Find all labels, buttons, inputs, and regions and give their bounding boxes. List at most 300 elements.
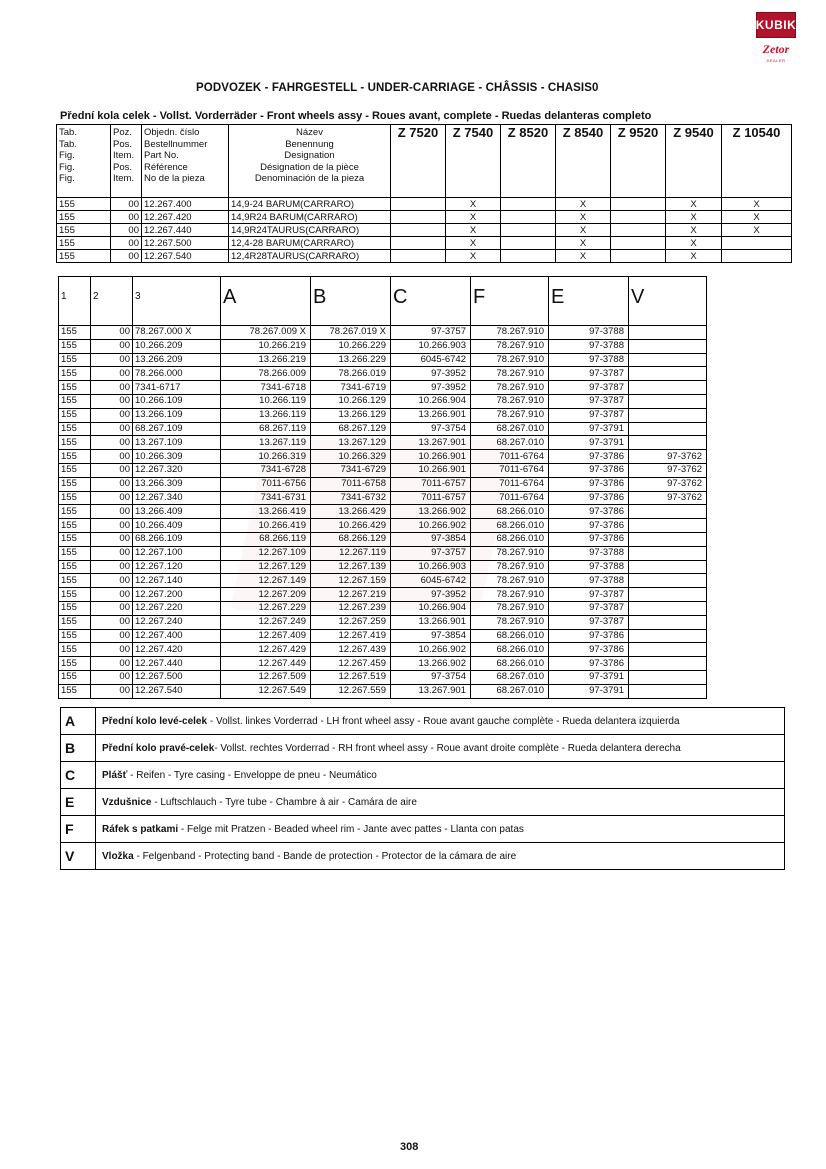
table-cell: 97-3787 <box>549 615 629 629</box>
table-row <box>57 250 792 263</box>
header-col: C <box>391 277 471 326</box>
cell-model-mark: X <box>556 224 611 237</box>
table-cell: 68.266.129 <box>311 532 391 546</box>
table-cell: 12.267.409 <box>221 629 311 643</box>
table-cell: 97-3854 <box>391 532 471 546</box>
table-cell: 13.266.109 <box>133 408 221 422</box>
table-cell: 155 <box>59 560 91 574</box>
table-cell: 13.266.902 <box>391 505 471 519</box>
table-cell: 10.266.129 <box>311 394 391 408</box>
table-row <box>59 339 707 353</box>
legend-translations: - Reifen - Tyre casing - Enveloppe de pneu - Neumático <box>127 769 377 781</box>
table-cell: 155 <box>59 519 91 533</box>
table-cell: 155 <box>59 491 91 505</box>
table-cell: 7011-6764 <box>471 463 549 477</box>
table-row <box>59 684 707 698</box>
table-cell: 10.266.902 <box>391 643 471 657</box>
table-cell: 12.267.219 <box>311 588 391 602</box>
table-cell: 7341-6731 <box>221 491 311 505</box>
table-row <box>59 588 707 602</box>
table-cell: 10.266.902 <box>391 519 471 533</box>
table-cell: 97-3787 <box>549 381 629 395</box>
table-cell: 13.266.419 <box>221 505 311 519</box>
table-cell: 78.267.910 <box>471 381 549 395</box>
table-cell <box>629 505 707 519</box>
table-cell: 97-3788 <box>549 574 629 588</box>
table-cell: 155 <box>59 381 91 395</box>
cell-model-mark <box>722 237 792 250</box>
table-cell: 155 <box>59 684 91 698</box>
table-cell: 97-3791 <box>549 670 629 684</box>
page-title: PODVOZEK - FAHRGESTELL - UNDER-CARRIAGE - CHÂSSIS - CHASIS0 <box>196 82 599 94</box>
legend-description <box>96 816 785 843</box>
table-cell: 97-3788 <box>549 353 629 367</box>
legend-translations: - Felge mit Pratzen - Beaded wheel rim - Jante avec pattes - Llanta con patas <box>178 823 524 835</box>
table-cell <box>629 367 707 381</box>
table-cell: 97-3786 <box>549 505 629 519</box>
table-row <box>59 615 707 629</box>
table-cell: 78.267.910 <box>471 394 549 408</box>
table-cell: 13.267.129 <box>311 436 391 450</box>
header-col: V <box>629 277 707 326</box>
table-cell <box>629 546 707 560</box>
table-cell: 12.267.109 <box>221 546 311 560</box>
table-cell: 7341-6732 <box>311 491 391 505</box>
table-cell: 97-3791 <box>549 422 629 436</box>
table-cell: 7341-6728 <box>221 463 311 477</box>
table-cell: 68.266.010 <box>471 532 549 546</box>
table-cell: 10.266.409 <box>133 519 221 533</box>
table-cell: 155 <box>59 532 91 546</box>
table-cell: 12.267.420 <box>133 643 221 657</box>
table-cell: 78.267.910 <box>471 326 549 340</box>
table-cell: 97-3952 <box>391 381 471 395</box>
table-cell <box>629 615 707 629</box>
table-cell <box>629 574 707 588</box>
legend-description <box>96 789 785 816</box>
table-cell: 68.267.010 <box>471 670 549 684</box>
header-line: Désignation de la pièce <box>260 161 359 173</box>
table-cell: 97-3952 <box>391 588 471 602</box>
legend-row <box>61 789 785 816</box>
header-line: Item. <box>113 150 135 161</box>
table-cell: 97-3786 <box>549 450 629 464</box>
table-cell: 68.266.010 <box>471 629 549 643</box>
cell-model-mark: X <box>666 198 722 211</box>
table-cell: 97-3762 <box>629 463 707 477</box>
table-cell: 12.267.229 <box>221 601 311 615</box>
table-cell: 00 <box>91 394 133 408</box>
header-col: 1 <box>59 277 91 326</box>
table-cell: 12.267.429 <box>221 643 311 657</box>
kubik-zetor-logo <box>756 12 796 74</box>
table-cell: 00 <box>91 684 133 698</box>
table-row <box>57 198 792 211</box>
cell-model-mark <box>501 211 556 224</box>
table-cell: 97-3786 <box>549 463 629 477</box>
table-cell: 155 <box>59 657 91 671</box>
table-cell: 155 <box>59 629 91 643</box>
table-row <box>59 643 707 657</box>
cell-tab: 155 <box>57 237 111 250</box>
legend-czech-term: Přední kolo pravé-celek <box>102 742 215 754</box>
table-header-row <box>59 277 707 326</box>
table-cell: 00 <box>91 670 133 684</box>
table-cell: 12.267.419 <box>311 629 391 643</box>
table-cell: 68.266.010 <box>471 519 549 533</box>
table-cell: 155 <box>59 367 91 381</box>
table-row <box>59 657 707 671</box>
header-col: 2 <box>91 277 133 326</box>
table-cell: 97-3786 <box>549 532 629 546</box>
table-cell: 12.267.129 <box>221 560 311 574</box>
cell-model-mark: X <box>446 237 501 250</box>
legend-letter: A <box>61 708 96 735</box>
table-row <box>59 629 707 643</box>
table-cell: 00 <box>91 353 133 367</box>
table-cell: 97-3787 <box>549 588 629 602</box>
table-cell: 78.267.910 <box>471 546 549 560</box>
table-cell: 12.267.519 <box>311 670 391 684</box>
table-cell: 68.267.119 <box>221 422 311 436</box>
table-cell: 68.267.010 <box>471 436 549 450</box>
table-cell: 68.267.010 <box>471 422 549 436</box>
table-row <box>59 574 707 588</box>
table-row <box>59 408 707 422</box>
table-cell: 10.266.901 <box>391 463 471 477</box>
table-cell <box>629 436 707 450</box>
cell-model-mark: X <box>722 224 792 237</box>
header-line: Designation <box>284 150 335 161</box>
table-cell: 00 <box>91 532 133 546</box>
table-cell: 00 <box>91 519 133 533</box>
table-row <box>57 237 792 250</box>
header-model: Z 8540 <box>556 125 611 198</box>
table-cell: 68.266.109 <box>133 532 221 546</box>
cell-poz: 00 <box>111 250 142 263</box>
cell-model-mark: X <box>446 198 501 211</box>
cell-model-mark <box>391 237 446 250</box>
table-cell: 97-3787 <box>549 367 629 381</box>
table-cell: 155 <box>59 546 91 560</box>
table-row <box>59 367 707 381</box>
table-cell: 78.267.009 X <box>221 326 311 340</box>
table-cell: 97-3786 <box>549 477 629 491</box>
table-cell: 155 <box>59 339 91 353</box>
table-cell <box>629 588 707 602</box>
table-cell: 10.266.419 <box>221 519 311 533</box>
legend-letter: C <box>61 762 96 789</box>
table-cell: 97-3754 <box>391 670 471 684</box>
legend-letter: B <box>61 735 96 762</box>
header-line: Item. <box>113 173 135 184</box>
table-cell: 00 <box>91 574 133 588</box>
table-cell: 10.266.229 <box>311 339 391 353</box>
cell-model-mark: X <box>666 211 722 224</box>
page-number: 308 <box>400 1141 419 1153</box>
header-line: Tab. <box>59 127 77 138</box>
table-cell: 12.267.120 <box>133 560 221 574</box>
table-cell: 12.267.439 <box>311 643 391 657</box>
table-cell: 12.267.340 <box>133 491 221 505</box>
table-cell: 68.266.010 <box>471 505 549 519</box>
table-cell: 12.267.440 <box>133 657 221 671</box>
table-row <box>59 477 707 491</box>
table-cell: 6045-6742 <box>391 574 471 588</box>
legend-row <box>61 708 785 735</box>
table-cell: 00 <box>91 408 133 422</box>
header-line: Pos. <box>113 138 133 150</box>
header-line: Denominación de la pieza <box>254 173 365 184</box>
header-line: Fig. <box>59 150 75 161</box>
legend-letter: V <box>61 843 96 870</box>
table-row <box>59 505 707 519</box>
model-applicability-table <box>56 124 792 263</box>
table-cell: 00 <box>91 326 133 340</box>
cell-model-mark <box>391 198 446 211</box>
table-cell: 7011-6757 <box>391 477 471 491</box>
table-cell: 155 <box>59 615 91 629</box>
table-cell: 155 <box>59 353 91 367</box>
table-row <box>59 546 707 560</box>
table-cell: 6045-6742 <box>391 353 471 367</box>
legend-czech-term: Plášť <box>102 769 128 781</box>
table-cell <box>629 339 707 353</box>
table-cell <box>629 629 707 643</box>
table-cell: 00 <box>91 381 133 395</box>
table-cell <box>629 670 707 684</box>
table-row <box>59 532 707 546</box>
table-cell: 13.267.901 <box>391 684 471 698</box>
table-cell: 12.267.200 <box>133 588 221 602</box>
header-part-no <box>142 125 229 198</box>
table-cell: 00 <box>91 450 133 464</box>
cell-model-mark: X <box>556 198 611 211</box>
table-cell: 97-3854 <box>391 629 471 643</box>
table-cell: 68.266.010 <box>471 643 549 657</box>
table-cell: 10.266.904 <box>391 601 471 615</box>
header-col: F <box>471 277 549 326</box>
table-row <box>59 436 707 450</box>
table-cell: 97-3787 <box>549 408 629 422</box>
table-cell: 13.266.901 <box>391 615 471 629</box>
table-cell: 10.266.904 <box>391 394 471 408</box>
table-cell: 97-3791 <box>549 684 629 698</box>
cell-model-mark <box>391 224 446 237</box>
header-line: Pos. <box>113 161 133 173</box>
table-row <box>59 353 707 367</box>
legend-row <box>61 843 785 870</box>
table-cell: 00 <box>91 588 133 602</box>
table-cell: 12.267.159 <box>311 574 391 588</box>
cell-model-mark <box>611 198 666 211</box>
cell-model-mark: X <box>446 224 501 237</box>
table-row <box>59 394 707 408</box>
legend-row <box>61 735 785 762</box>
table-cell <box>629 394 707 408</box>
table-cell: 00 <box>91 505 133 519</box>
header-col: B <box>311 277 391 326</box>
table-cell: 155 <box>59 450 91 464</box>
table-cell: 00 <box>91 546 133 560</box>
table-cell: 7341-6718 <box>221 381 311 395</box>
table-cell: 00 <box>91 560 133 574</box>
header-line: Objedn. číslo <box>144 127 200 138</box>
table-cell: 00 <box>91 422 133 436</box>
table-cell: 00 <box>91 339 133 353</box>
cell-part-no: 12.267.400 <box>142 198 229 211</box>
table-cell: 12.267.149 <box>221 574 311 588</box>
header-line: Poz. <box>113 127 133 138</box>
table-cell <box>629 643 707 657</box>
table-cell: 68.267.010 <box>471 684 549 698</box>
table-cell: 155 <box>59 408 91 422</box>
table-cell: 155 <box>59 505 91 519</box>
table-cell: 78.267.910 <box>471 588 549 602</box>
table-cell: 12.267.249 <box>221 615 311 629</box>
cell-model-mark <box>722 250 792 263</box>
table-cell: 78.267.910 <box>471 574 549 588</box>
table-cell: 155 <box>59 601 91 615</box>
table-cell: 97-3788 <box>549 560 629 574</box>
legend-czech-term: Vzdušnice <box>102 796 152 808</box>
table-row <box>59 326 707 340</box>
cell-tab: 155 <box>57 250 111 263</box>
table-cell <box>629 560 707 574</box>
table-cell: 78.267.910 <box>471 615 549 629</box>
table-cell: 97-3788 <box>549 326 629 340</box>
table-cell: 00 <box>91 463 133 477</box>
header-line: Tab. <box>59 138 77 150</box>
legend-translations: - Vollst. rechtes Vorderrad - RH front wheel assy - Roue avant droite complète - Rueda delantera derecha <box>214 742 681 754</box>
table-cell: 12.267.540 <box>133 684 221 698</box>
table-cell: 97-3757 <box>391 326 471 340</box>
table-cell <box>629 353 707 367</box>
table-cell: 78.267.910 <box>471 408 549 422</box>
table-cell: 12.267.559 <box>311 684 391 698</box>
table-cell: 155 <box>59 326 91 340</box>
table-row <box>57 211 792 224</box>
table-header-row <box>57 125 792 198</box>
table-cell: 10.266.119 <box>221 394 311 408</box>
cell-model-mark: X <box>722 198 792 211</box>
table-cell: 97-3787 <box>549 601 629 615</box>
table-cell: 12.267.220 <box>133 601 221 615</box>
table-cell: 13.266.229 <box>311 353 391 367</box>
table-cell <box>629 657 707 671</box>
cell-model-mark <box>611 224 666 237</box>
cell-poz: 00 <box>111 211 142 224</box>
table-cell: 12.267.209 <box>221 588 311 602</box>
table-cell: 68.267.109 <box>133 422 221 436</box>
table-cell: 78.266.009 <box>221 367 311 381</box>
cell-model-mark: X <box>556 250 611 263</box>
cell-model-mark <box>501 237 556 250</box>
table-cell: 97-3952 <box>391 367 471 381</box>
table-cell: 97-3786 <box>549 657 629 671</box>
table-cell: 00 <box>91 657 133 671</box>
table-cell: 13.266.901 <box>391 408 471 422</box>
table-cell: 97-3757 <box>391 546 471 560</box>
table-cell: 00 <box>91 436 133 450</box>
header-model: Z 9520 <box>611 125 666 198</box>
cell-poz: 00 <box>111 224 142 237</box>
table-cell: 97-3788 <box>549 339 629 353</box>
table-cell: 12.267.500 <box>133 670 221 684</box>
cell-part-no: 12.267.500 <box>142 237 229 250</box>
table-cell: 13.266.129 <box>311 408 391 422</box>
table-cell: 13.266.219 <box>221 353 311 367</box>
header-col: 3 <box>133 277 221 326</box>
table-cell: 7011-6756 <box>221 477 311 491</box>
table-cell: 10.266.329 <box>311 450 391 464</box>
table-cell: 12.267.100 <box>133 546 221 560</box>
legend-letter: F <box>61 816 96 843</box>
table-cell: 155 <box>59 643 91 657</box>
section-subtitle: Přední kola celek - Vollst. Vorderräder - Front wheels assy - Roues avant, complete - Ruedas delanteras completo <box>60 110 652 122</box>
table-cell: 97-3786 <box>549 643 629 657</box>
cell-tab: 155 <box>57 224 111 237</box>
header-line: Název <box>296 127 323 138</box>
cell-designation: 14,9R24TAURUS(CARRARO) <box>229 224 391 237</box>
cell-model-mark <box>611 211 666 224</box>
kubik-logo-text: KUBIK <box>756 12 796 38</box>
table-row <box>59 422 707 436</box>
cell-part-no: 12.267.540 <box>142 250 229 263</box>
legend-translations: - Felgenband - Protecting band - Bande de protection - Protector de la cámara de aire <box>133 850 517 862</box>
cell-model-mark: X <box>556 211 611 224</box>
table-cell: 10.266.903 <box>391 339 471 353</box>
table-cell: 78.266.000 <box>133 367 221 381</box>
header-line: Référence <box>144 161 188 173</box>
table-cell: 00 <box>91 601 133 615</box>
table-cell: 7341-6729 <box>311 463 391 477</box>
legend-czech-term: Přední kolo levé-celek <box>102 715 208 727</box>
header-poz <box>111 125 142 198</box>
table-cell: 13.267.901 <box>391 436 471 450</box>
table-cell: 12.267.239 <box>311 601 391 615</box>
table-cell: 68.267.129 <box>311 422 391 436</box>
table-cell: 97-3762 <box>629 491 707 505</box>
table-cell: 00 <box>91 477 133 491</box>
table-cell: 12.267.240 <box>133 615 221 629</box>
legend-translations: - Vollst. linkes Vorderrad - LH front wheel assy - Roue avant gauche complète - Rueda delantera izquierda <box>207 715 680 727</box>
table-cell: 97-3754 <box>391 422 471 436</box>
table-cell: 10.266.309 <box>133 450 221 464</box>
table-cell: 12.267.119 <box>311 546 391 560</box>
table-cell: 7341-6717 <box>133 381 221 395</box>
table-cell: 00 <box>91 615 133 629</box>
header-col: A <box>221 277 311 326</box>
table-cell <box>629 381 707 395</box>
cell-model-mark <box>501 250 556 263</box>
table-row <box>59 491 707 505</box>
table-cell: 78.267.910 <box>471 339 549 353</box>
table-cell: 10.266.219 <box>221 339 311 353</box>
cell-model-mark <box>501 224 556 237</box>
table-cell <box>629 684 707 698</box>
legend-czech-term: Vložka <box>102 850 134 862</box>
header-line: Fig. <box>59 161 75 173</box>
table-cell: 78.266.019 <box>311 367 391 381</box>
table-cell: 155 <box>59 670 91 684</box>
table-cell: 7011-6764 <box>471 491 549 505</box>
table-cell: 12.267.259 <box>311 615 391 629</box>
table-cell: 78.267.910 <box>471 353 549 367</box>
cell-model-mark: X <box>666 237 722 250</box>
table-cell: 155 <box>59 574 91 588</box>
cell-model-mark: X <box>722 211 792 224</box>
